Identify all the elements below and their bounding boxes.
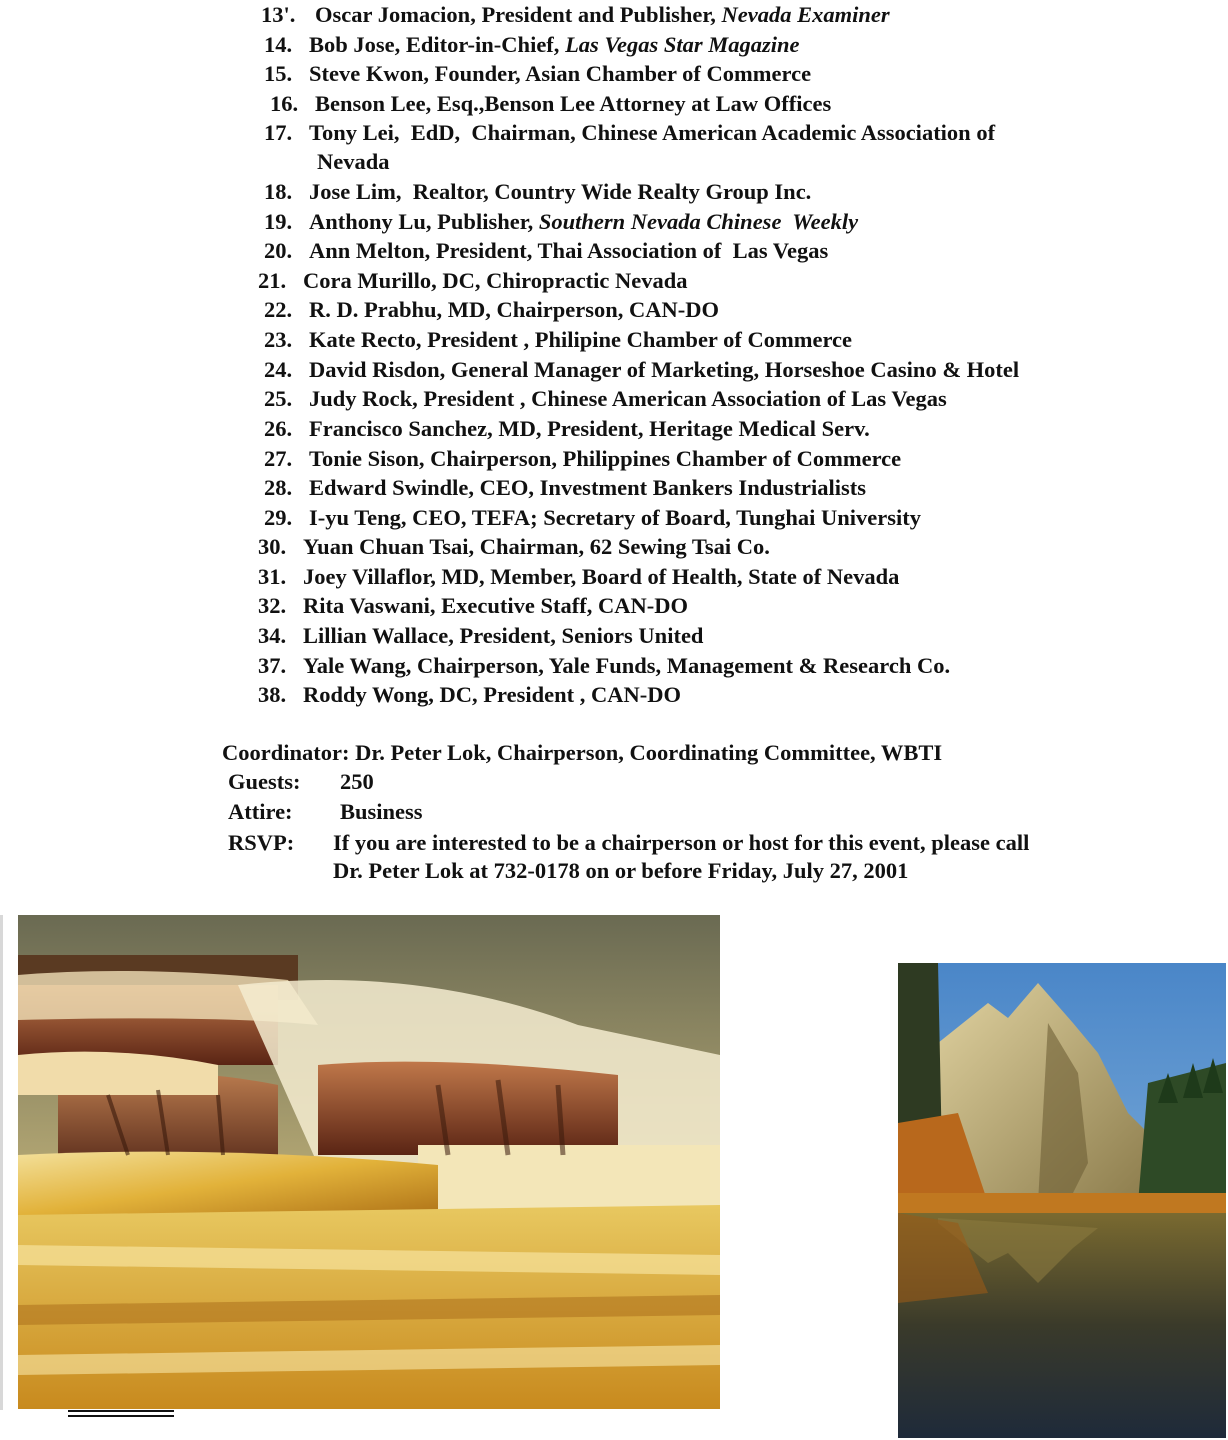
list-item-plain-text: Oscar Jomacion, President and Publisher, [315, 2, 722, 27]
list-item [258, 622, 703, 650]
list-item [270, 90, 831, 118]
list-item-text [309, 504, 921, 532]
list-item-plain-text: Yale Wang, Chairperson, Yale Funds, Management & Research Co. [303, 653, 951, 678]
list-item [264, 296, 719, 324]
list-item-text [315, 90, 831, 118]
list-item-number: 38. [258, 682, 287, 707]
rsvp-label: RSVP: [228, 830, 295, 855]
list-item [264, 504, 921, 532]
rsvp-text-line2: Dr. Peter Lok at 732-0178 on or before Friday, July 27, 2001 [333, 858, 909, 883]
list-item-number: 17. [264, 120, 293, 145]
list-item-text [309, 178, 811, 206]
list-item-plain-text: Judy Rock, President , Chinese American Association of Las Vegas [309, 386, 947, 411]
list-item [264, 119, 995, 147]
terraces-photo-art [18, 915, 720, 1409]
list-item [258, 592, 688, 620]
list-item-number: 21. [258, 268, 287, 293]
list-item-number: 20. [264, 238, 293, 263]
list-item [264, 60, 811, 88]
attire-label: Attire: [228, 799, 293, 824]
list-item-text [303, 592, 688, 620]
list-item [258, 681, 681, 709]
list-item [264, 356, 1019, 384]
rsvp-text-line1: If you are interested to be a chairperson or host for this event, please call [333, 830, 1030, 855]
list-item-number: 16. [270, 91, 299, 116]
list-item-text [303, 652, 950, 680]
list-item [264, 326, 852, 354]
guests-value: 250 [340, 769, 374, 794]
list-item-plain-text: David Risdon, General Manager of Marketing, Horseshoe Casino & Hotel [309, 357, 1020, 382]
list-item [264, 31, 799, 59]
list-item [258, 563, 899, 591]
list-item [261, 1, 890, 29]
list-item-number: 31. [258, 564, 287, 589]
list-item-plain-text: Joey Villaflor, MD, Member, Board of Health, State of Nevada [303, 564, 900, 589]
list-item-publication: Southern Nevada Chinese Weekly [538, 209, 859, 234]
list-item-text [315, 1, 890, 29]
list-item-plain-text: Rita Vaswani, Executive Staff, CAN-DO [303, 593, 688, 618]
list-item-text [303, 533, 770, 561]
list-item-text [309, 31, 799, 59]
list-item-text [309, 119, 995, 147]
list-item [258, 533, 770, 561]
list-item-plain-text: R. D. Prabhu, MD, Chairperson, CAN-DO [309, 297, 719, 322]
list-item-plain-text: Ann Melton, President, Thai Association of Las Vegas [309, 238, 829, 263]
attire-value: Business [340, 799, 423, 824]
list-item-number: 28. [264, 475, 293, 500]
list-item-text [309, 385, 947, 413]
list-item [264, 208, 858, 236]
list-item-continuation: Nevada [317, 149, 390, 174]
list-item-plain-text: Steve Kwon, Founder, Asian Chamber of Commerce [309, 61, 812, 86]
list-item-publication: Nevada Examiner [721, 2, 890, 27]
list-item-plain-text: Lillian Wallace, President, Seniors United [303, 623, 704, 648]
list-item-text [309, 474, 866, 502]
list-item-plain-text: Benson Lee, Esq.,Benson Lee Attorney at Law Offices [315, 91, 832, 116]
list-item-number: 27. [264, 446, 293, 471]
list-item-text [309, 415, 870, 443]
list-item-number: 37. [258, 653, 287, 678]
list-item-number: 25. [264, 386, 293, 411]
list-item-number: 32. [258, 593, 287, 618]
list-item-number: 15. [264, 61, 293, 86]
list-item-number: 23. [264, 327, 293, 352]
list-item-number: 24. [264, 357, 293, 382]
list-item-plain-text: Jose Lim, Realtor, Country Wide Realty Group Inc. [309, 179, 812, 204]
coordinator-line: Coordinator: Dr. Peter Lok, Chairperson, Coordinating Committee, WBTI [222, 740, 943, 765]
list-item [264, 237, 828, 265]
list-item-text [309, 208, 858, 236]
list-item-text [303, 267, 688, 295]
list-item [264, 178, 811, 206]
list-item-number: 30. [258, 534, 287, 559]
list-item-number: 29. [264, 505, 293, 530]
list-item-text [309, 296, 719, 324]
list-item-plain-text: Francisco Sanchez, MD, President, Heritage Medical Serv. [309, 416, 870, 441]
mountain-reflection-photo [898, 963, 1226, 1438]
terraces-photo [18, 915, 720, 1409]
underline-mark [68, 1410, 174, 1417]
list-item [258, 652, 950, 680]
list-item-plain-text: I-yu Teng, CEO, TEFA; Secretary of Board, Tunghai University [309, 505, 921, 530]
list-item-number: 34. [258, 623, 287, 648]
list-item-plain-text: Bob Jose, Editor-in-Chief, [309, 32, 566, 57]
list-item-text [309, 356, 1019, 384]
list-item [264, 385, 947, 413]
list-item-number: 19. [264, 209, 293, 234]
list-item-number: 13'. [261, 2, 296, 27]
list-item-plain-text: Cora Murillo, DC, Chiropractic Nevada [303, 268, 688, 293]
list-item-plain-text: Anthony Lu, Publisher, [309, 209, 539, 234]
list-item-text [309, 237, 828, 265]
list-item-publication: Las Vegas Star Magazine [565, 32, 800, 57]
mountain-photo-art [898, 963, 1226, 1438]
list-item-text [303, 563, 899, 591]
list-item [258, 267, 688, 295]
list-item-number: 22. [264, 297, 293, 322]
list-item [264, 445, 901, 473]
list-item-number: 26. [264, 416, 293, 441]
list-item-plain-text: Tony Lei, EdD, Chairman, Chinese American Academic Association of [309, 120, 996, 145]
list-item-number: 14. [264, 32, 293, 57]
list-item-text [309, 60, 811, 88]
list-item-plain-text: Yuan Chuan Tsai, Chairman, 62 Sewing Tsai Co. [303, 534, 770, 559]
list-item-plain-text: Kate Recto, President , Philipine Chamber of Commerce [309, 327, 853, 352]
scan-edge [0, 915, 3, 1410]
list-item-text [303, 681, 681, 709]
list-item-text [309, 445, 901, 473]
list-item-text [303, 622, 703, 650]
list-item-number: 18. [264, 179, 293, 204]
list-item [264, 474, 866, 502]
guests-label: Guests: [228, 769, 301, 794]
list-item-text [309, 326, 852, 354]
list-item-plain-text: Edward Swindle, CEO, Investment Bankers Industrialists [309, 475, 866, 500]
list-item-plain-text: Roddy Wong, DC, President , CAN-DO [303, 682, 681, 707]
list-item-plain-text: Tonie Sison, Chairperson, Philippines Chamber of Commerce [309, 446, 902, 471]
list-item [264, 415, 870, 443]
